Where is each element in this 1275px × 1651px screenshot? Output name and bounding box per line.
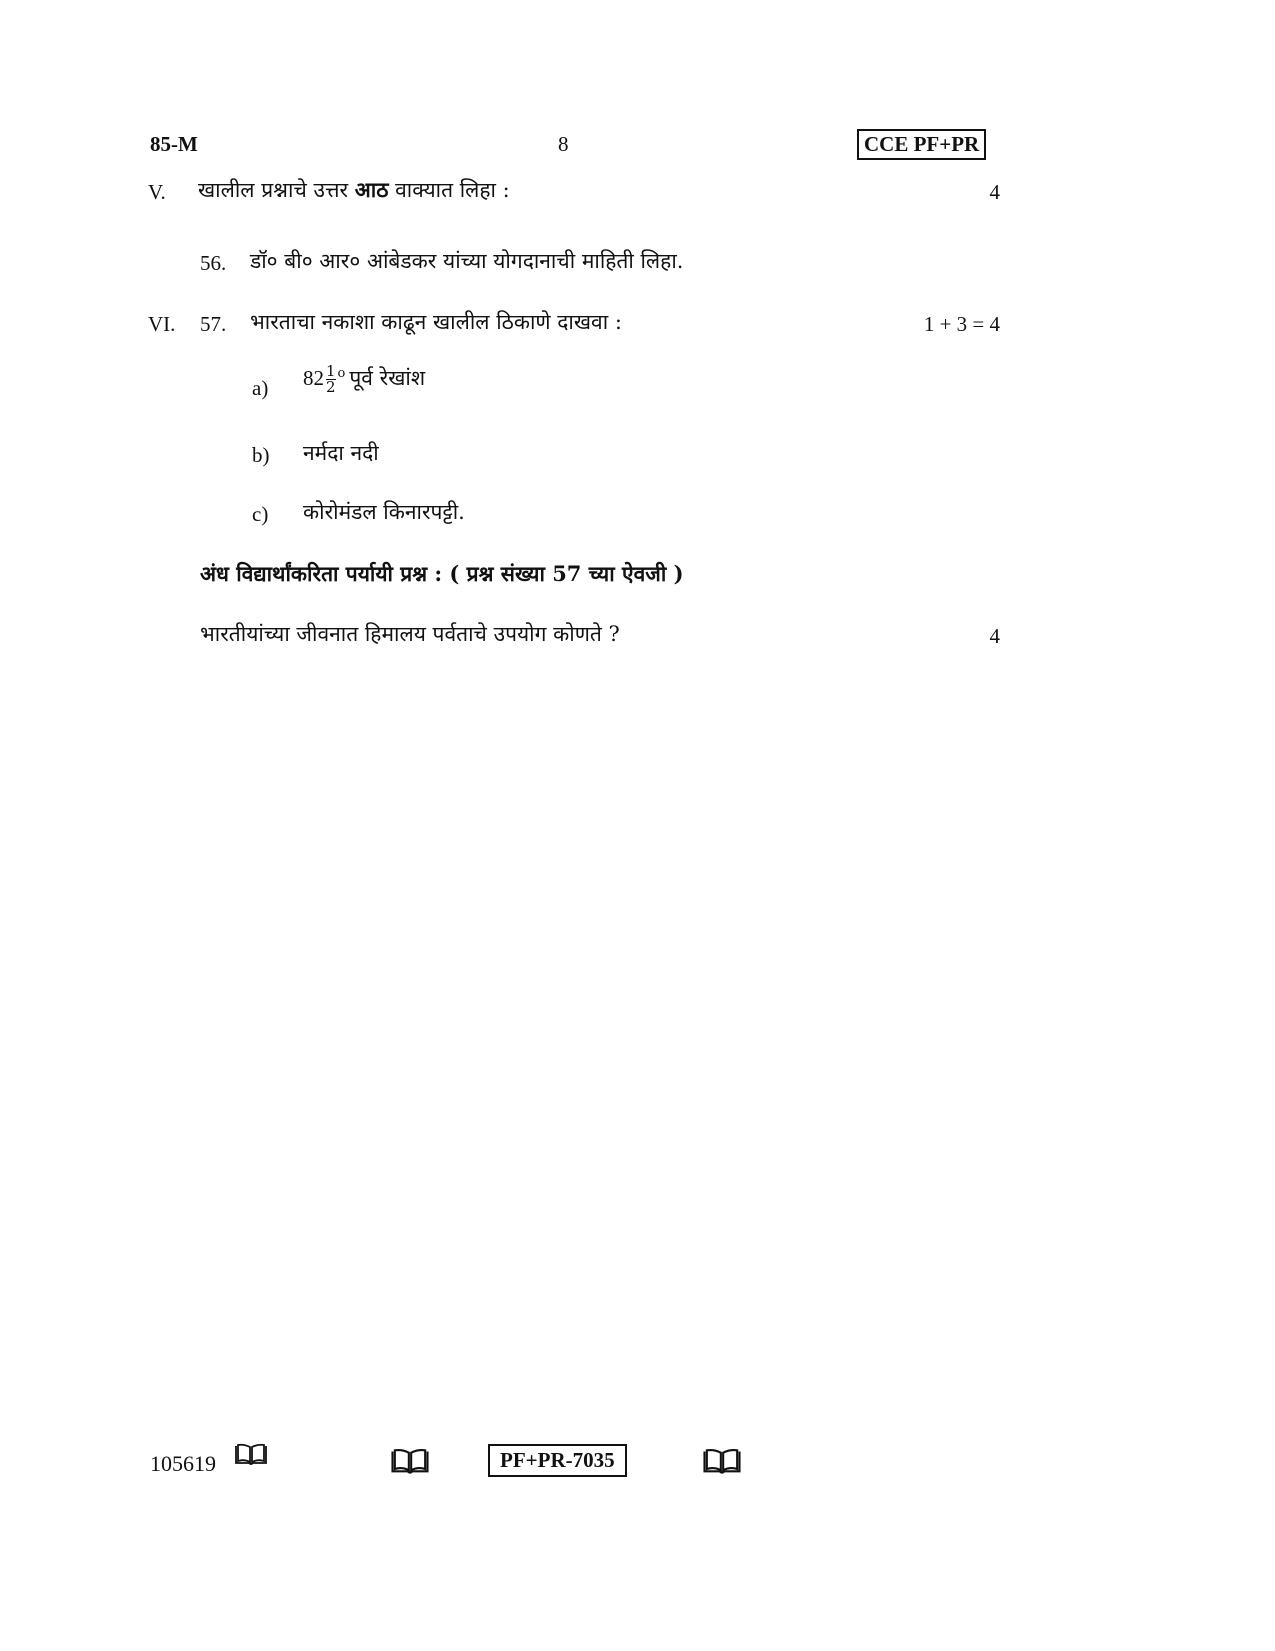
alternate-question-text: भारतीयांच्या जीवनात हिमालय पर्वताचे उपयोग कोणते ? [200, 622, 620, 646]
item-c-text: कोरोमंडल किनारपट्टी. [303, 500, 465, 524]
section-v-number: V. [148, 180, 166, 204]
question-57-number: 57. [200, 312, 227, 336]
paper-code: 85-M [150, 132, 198, 156]
item-a-text: 82 $\frac{1}{2}$ $^o$ पूर्व रेखांश [303, 362, 426, 396]
section-vi-number: VI. [148, 312, 176, 336]
footer-serial-number: 105619 [150, 1451, 216, 1476]
item-c-label: c) [252, 502, 269, 526]
item-b-label: b) [252, 443, 270, 467]
item-a-label: a) [252, 376, 269, 400]
question-57-text: भारताचा नकाशा काढून खालील ठिकाणे दाखवा : [250, 310, 622, 334]
series-box: CCE PF+PR [857, 129, 986, 160]
alternate-question-heading: अंध विद्यार्थांकरिता पर्यायी प्रश्न : ( प्रश्न संख्या 57 च्या ऐवजी ) [200, 561, 684, 586]
section-v-instruction: खालील प्रश्नाचे उत्तर आठ वाक्यात लिहा : [198, 177, 510, 202]
book-icon [389, 1448, 431, 1476]
section-v-marks: 4 [989, 180, 1000, 204]
page-number: 8 [558, 132, 569, 156]
question-56-text: डॉ० बी० आर० आंबेडकर यांच्या योगदानाची माहिती लिहा. [250, 249, 684, 273]
fraction-half: $\frac{1}{2}$ [326, 362, 336, 396]
question-56-number: 56. [200, 251, 227, 275]
book-icon [234, 1443, 268, 1467]
alternate-question-marks: 4 [989, 624, 1000, 648]
question-57-marks: 1 + 3 = 4 [923, 312, 1000, 336]
book-icon [701, 1448, 743, 1476]
footer-code-box: PF+PR-7035 [488, 1444, 627, 1477]
item-b-text: नर्मदा नदी [303, 441, 379, 465]
